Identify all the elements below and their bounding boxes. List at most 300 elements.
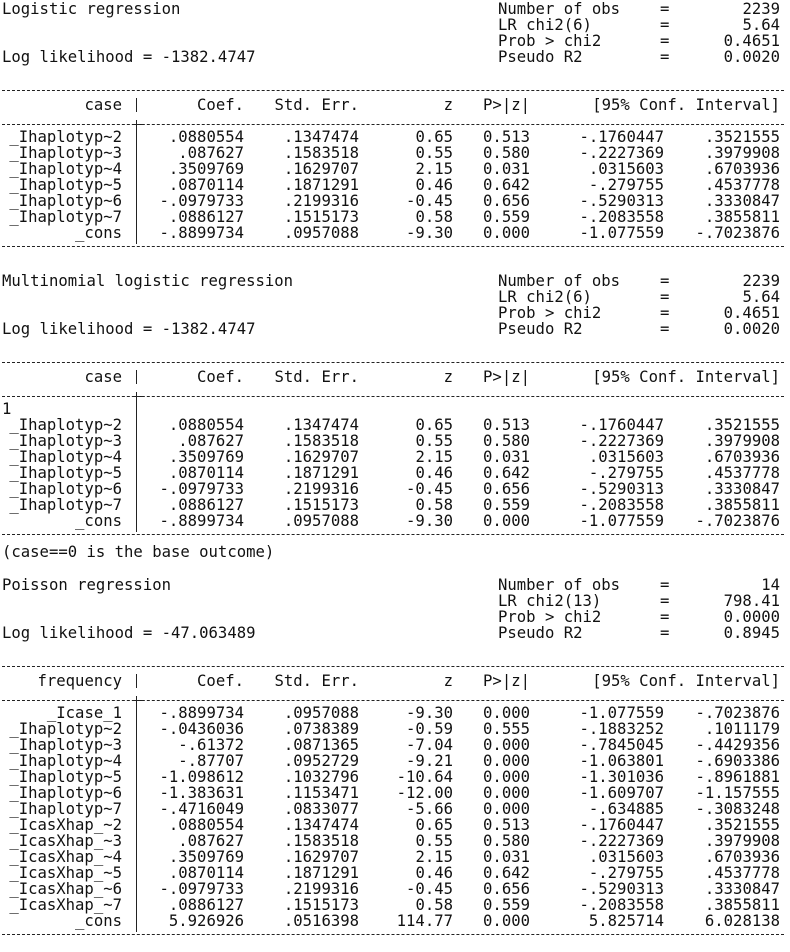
log-likelihood-text: Log likelihood = -1382.4747 <box>2 320 256 338</box>
cell-ci-low: -.2227369 <box>579 832 664 850</box>
model-title-text: Multinomial logistic regression <box>2 272 294 290</box>
cell-p: 0.559 <box>483 208 530 226</box>
cell-coef: .0886127 <box>168 896 244 914</box>
cell-std-err: .2199316 <box>283 192 359 210</box>
table-row <box>2 465 788 481</box>
cell-std-err: .0957088 <box>283 224 359 242</box>
cell-std-err: .1515173 <box>283 896 359 914</box>
table-row <box>2 433 788 449</box>
cell-ci-high: .3521555 <box>704 416 780 434</box>
stat-value: 0.4651 <box>723 32 780 50</box>
stat-value: 0.0020 <box>723 48 780 66</box>
model-title-text: Logistic regression <box>2 0 181 18</box>
cell-std-err: .0871365 <box>283 736 359 754</box>
stat-label: LR chi2(6) <box>498 16 592 34</box>
cell-ci-high: .4537778 <box>704 176 780 194</box>
cell-ci-high: .3521555 <box>704 816 780 834</box>
cell-ci-high: -.7023876 <box>695 704 780 722</box>
cell-coef: .0886127 <box>168 208 244 226</box>
table-header <box>2 97 788 113</box>
cell-coef: -.0436036 <box>159 720 244 738</box>
cell-p: 0.642 <box>483 864 530 882</box>
column-separator <box>136 674 137 688</box>
table-row <box>2 705 788 721</box>
header-coef: Coef. <box>197 368 244 386</box>
cell-std-err: .1347474 <box>283 816 359 834</box>
model-stat <box>2 625 788 641</box>
cell-var: _Ihaplotyp~6 <box>9 192 122 210</box>
cell-ci-low: -.279755 <box>588 464 664 482</box>
cell-p: 0.000 <box>483 752 530 770</box>
cell-coef: -1.098612 <box>159 768 244 786</box>
cell-z: 0.58 <box>415 496 453 514</box>
table-row <box>2 177 788 193</box>
stat-label: LR chi2(13) <box>498 592 602 610</box>
header-std-err: Std. Err. <box>274 368 359 386</box>
base-outcome-note <box>2 544 788 560</box>
table-row <box>2 897 788 913</box>
cell-var: _Ihaplotyp~6 <box>9 480 122 498</box>
cell-ci-high: -.7023876 <box>695 224 780 242</box>
cell-var: _IcasXhap_~6 <box>9 880 122 898</box>
cell-ci-low: .0315603 <box>588 848 664 866</box>
model-stat <box>2 17 788 33</box>
cell-p: 0.000 <box>483 512 530 530</box>
cell-z: -0.45 <box>406 192 453 210</box>
cell-ci-high: .3979908 <box>704 144 780 162</box>
cell-p: 0.031 <box>483 848 530 866</box>
cell-ci-low: -.2227369 <box>579 432 664 450</box>
cell-std-err: .1583518 <box>283 144 359 162</box>
cell-z: 0.46 <box>415 464 453 482</box>
cell-p: 0.000 <box>483 800 530 818</box>
cell-coef: -.61372 <box>178 736 244 754</box>
cell-ci-high: .4537778 <box>704 864 780 882</box>
cell-std-err: .1347474 <box>283 416 359 434</box>
table-row <box>2 817 788 833</box>
cell-var: _IcasXhap_~2 <box>9 816 122 834</box>
stat-equals: = <box>660 0 670 18</box>
cell-ci-high: .3855811 <box>704 896 780 914</box>
cell-ci-low: -.5290313 <box>579 480 664 498</box>
model-stat <box>2 289 788 305</box>
cell-z: 0.65 <box>415 416 453 434</box>
cell-coef: 5.926926 <box>168 912 244 930</box>
table-row <box>2 513 788 529</box>
cell-var: _IcasXhap_~7 <box>9 896 122 914</box>
header-std-err: Std. Err. <box>274 96 359 114</box>
cell-ci-low: -1.063801 <box>579 752 664 770</box>
cell-p: 0.555 <box>483 720 530 738</box>
stat-equals: = <box>660 320 670 338</box>
cell-var: _Ihaplotyp~2 <box>9 720 122 738</box>
header-p: P>|z| <box>483 96 530 114</box>
cell-coef: .0880554 <box>168 816 244 834</box>
stat-label: Number of obs <box>498 272 621 290</box>
cell-ci-high: -.6903386 <box>695 752 780 770</box>
cell-z: -10.64 <box>396 768 453 786</box>
stat-value: 5.64 <box>742 16 780 34</box>
cell-var: _cons <box>75 912 122 930</box>
cell-coef: .0870114 <box>168 864 244 882</box>
column-separator <box>136 98 137 112</box>
cell-z: 0.55 <box>415 832 453 850</box>
cell-ci-high: -.3083248 <box>695 800 780 818</box>
cell-coef: .087627 <box>178 144 244 162</box>
cell-std-err: .0957088 <box>283 512 359 530</box>
cell-ci-low: 5.825714 <box>588 912 664 930</box>
cell-ci-high: .3330847 <box>704 880 780 898</box>
cell-coef: -.0979733 <box>159 192 244 210</box>
cell-var: _Ihaplotyp~4 <box>9 448 122 466</box>
stat-label: Pseudo R2 <box>498 320 583 338</box>
table-bottom-rule <box>2 534 784 535</box>
cell-coef: .3509769 <box>168 160 244 178</box>
cell-ci-low: -.279755 <box>588 176 664 194</box>
cell-z: 0.58 <box>415 208 453 226</box>
cell-var: _Ihaplotyp~6 <box>9 784 122 802</box>
cell-p: 0.000 <box>483 912 530 930</box>
cell-p: 0.656 <box>483 880 530 898</box>
cell-var: _Ihaplotyp~3 <box>9 144 122 162</box>
cell-z: 0.65 <box>415 128 453 146</box>
cell-z: -9.30 <box>406 224 453 242</box>
table-top-rule <box>2 90 784 91</box>
outcome-group-label <box>2 401 788 417</box>
stat-value: 5.64 <box>742 288 780 306</box>
stat-equals: = <box>660 16 670 34</box>
table-row <box>2 449 788 465</box>
cell-ci-low: -.1883252 <box>579 720 664 738</box>
stat-equals: = <box>660 48 670 66</box>
cell-ci-high: -.8961881 <box>695 768 780 786</box>
cell-ci-low: -.1760447 <box>579 416 664 434</box>
cell-var: _Ihaplotyp~5 <box>9 464 122 482</box>
cell-std-err: .2199316 <box>283 880 359 898</box>
table-row <box>2 129 788 145</box>
stat-equals: = <box>660 288 670 306</box>
stat-equals: = <box>660 272 670 290</box>
model-stat <box>2 273 788 289</box>
cell-ci-low: -1.609707 <box>579 784 664 802</box>
cell-ci-high: .4537778 <box>704 464 780 482</box>
cell-coef: .3509769 <box>168 848 244 866</box>
cell-z: 0.46 <box>415 176 453 194</box>
cell-std-err: .0738389 <box>283 720 359 738</box>
cell-ci-low: -.634885 <box>588 800 664 818</box>
cell-coef: -.4716049 <box>159 800 244 818</box>
stat-equals: = <box>660 624 670 642</box>
cell-z: -7.04 <box>406 736 453 754</box>
cell-ci-high: -1.157555 <box>695 784 780 802</box>
cell-var: _cons <box>75 224 122 242</box>
cell-coef: -1.383631 <box>159 784 244 802</box>
cell-z: 2.15 <box>415 848 453 866</box>
cell-p: 0.642 <box>483 176 530 194</box>
stat-equals: = <box>660 592 670 610</box>
model-stat <box>2 1 788 17</box>
cell-var: _Ihaplotyp~3 <box>9 736 122 754</box>
stat-equals: = <box>660 608 670 626</box>
cell-z: 0.55 <box>415 144 453 162</box>
cell-ci-high: .3979908 <box>704 432 780 450</box>
cell-var: _Ihaplotyp~3 <box>9 432 122 450</box>
cell-z: -0.45 <box>406 480 453 498</box>
cell-ci-low: -1.077559 <box>579 224 664 242</box>
cell-var: _Icase_1 <box>46 704 122 722</box>
column-separator <box>136 130 137 244</box>
cell-ci-high: .1011179 <box>704 720 780 738</box>
header-rule <box>2 396 784 397</box>
column-separator <box>136 706 137 932</box>
cell-std-err: .0952729 <box>283 752 359 770</box>
cell-ci-high: .6703936 <box>704 160 780 178</box>
column-separator <box>136 370 137 384</box>
cell-ci-high: .3330847 <box>704 480 780 498</box>
header-z: z <box>443 368 453 386</box>
cell-coef: .0880554 <box>168 128 244 146</box>
cell-var: _Ihaplotyp~2 <box>9 416 122 434</box>
cell-ci-low: -.1760447 <box>579 816 664 834</box>
column-separator <box>136 402 137 532</box>
cell-z: -12.00 <box>396 784 453 802</box>
cell-std-err: .0957088 <box>283 704 359 722</box>
table-header <box>2 673 788 689</box>
cell-var: _Ihaplotyp~7 <box>9 800 122 818</box>
cell-var: _Ihaplotyp~7 <box>9 496 122 514</box>
header-conf-interval: [95% Conf. Interval] <box>592 368 780 386</box>
cell-var: _IcasXhap_~5 <box>9 864 122 882</box>
cell-var: _Ihaplotyp~4 <box>9 160 122 178</box>
cell-ci-low: -.5290313 <box>579 880 664 898</box>
model-stat <box>2 49 788 65</box>
cell-ci-low: -.2227369 <box>579 144 664 162</box>
cell-std-err: .1629707 <box>283 848 359 866</box>
table-row <box>2 785 788 801</box>
header-coef: Coef. <box>197 672 244 690</box>
table-row <box>2 417 788 433</box>
cell-ci-low: -.2083558 <box>579 496 664 514</box>
header-var: case <box>84 96 122 114</box>
header-coef: Coef. <box>197 96 244 114</box>
model-stat <box>2 577 788 593</box>
stat-label: Prob > chi2 <box>498 304 602 322</box>
cell-std-err: .1629707 <box>283 448 359 466</box>
cell-coef: -.8899734 <box>159 224 244 242</box>
cell-ci-high: -.7023876 <box>695 512 780 530</box>
cell-p: 0.000 <box>483 784 530 802</box>
header-var: frequency <box>37 672 122 690</box>
table-row <box>2 769 788 785</box>
table-row <box>2 737 788 753</box>
cell-z: 0.58 <box>415 896 453 914</box>
header-z: z <box>443 96 453 114</box>
cell-p: 0.000 <box>483 768 530 786</box>
table-row <box>2 161 788 177</box>
cell-z: 0.65 <box>415 816 453 834</box>
table-top-rule <box>2 362 784 363</box>
model-stat <box>2 609 788 625</box>
cell-p: 0.000 <box>483 224 530 242</box>
header-p: P>|z| <box>483 672 530 690</box>
cell-p: 0.580 <box>483 832 530 850</box>
cell-ci-low: -1.077559 <box>579 512 664 530</box>
cell-ci-high: .6703936 <box>704 448 780 466</box>
cell-z: -0.59 <box>406 720 453 738</box>
table-row <box>2 225 788 241</box>
cell-p: 0.580 <box>483 432 530 450</box>
model-stat <box>2 305 788 321</box>
cell-std-err: .1629707 <box>283 160 359 178</box>
cell-ci-low: -.5290313 <box>579 192 664 210</box>
cell-z: 0.46 <box>415 864 453 882</box>
cell-ci-low: -.279755 <box>588 864 664 882</box>
cell-ci-low: -1.077559 <box>579 704 664 722</box>
stat-value: 0.0000 <box>723 608 780 626</box>
cell-coef: .087627 <box>178 832 244 850</box>
table-header <box>2 369 788 385</box>
cell-p: 0.000 <box>483 736 530 754</box>
cell-ci-high: .3330847 <box>704 192 780 210</box>
model-stat <box>2 321 788 337</box>
cell-z: -5.66 <box>406 800 453 818</box>
header-p: P>|z| <box>483 368 530 386</box>
stat-value: 0.0020 <box>723 320 780 338</box>
stat-value: 0.4651 <box>723 304 780 322</box>
table-row <box>2 849 788 865</box>
cell-std-err: .1871291 <box>283 176 359 194</box>
header-conf-interval: [95% Conf. Interval] <box>592 672 780 690</box>
cell-p: 0.031 <box>483 160 530 178</box>
cell-z: 0.55 <box>415 432 453 450</box>
cell-var: _cons <box>75 512 122 530</box>
cell-std-err: .1871291 <box>283 464 359 482</box>
cell-p: 0.656 <box>483 192 530 210</box>
cell-ci-high: .3521555 <box>704 128 780 146</box>
cell-p: 0.559 <box>483 896 530 914</box>
cell-var: _Ihaplotyp~2 <box>9 128 122 146</box>
cell-z: 2.15 <box>415 448 453 466</box>
cell-ci-low: .0315603 <box>588 160 664 178</box>
cell-ci-high: .6703936 <box>704 848 780 866</box>
cell-ci-low: -.2083558 <box>579 896 664 914</box>
cell-p: 0.580 <box>483 144 530 162</box>
cell-coef: -.0979733 <box>159 480 244 498</box>
cell-std-err: .1583518 <box>283 432 359 450</box>
cell-z: -9.30 <box>406 512 453 530</box>
cell-z: -0.45 <box>406 880 453 898</box>
cell-p: 0.559 <box>483 496 530 514</box>
cell-std-err: .0516398 <box>283 912 359 930</box>
cell-std-err: .1032796 <box>283 768 359 786</box>
outcome-group-text: 1 <box>2 400 12 418</box>
stat-label: Pseudo R2 <box>498 48 583 66</box>
cell-std-err: .2199316 <box>283 480 359 498</box>
cell-ci-high: .3979908 <box>704 832 780 850</box>
cell-std-err: .1515173 <box>283 496 359 514</box>
table-row <box>2 193 788 209</box>
cell-coef: .0870114 <box>168 464 244 482</box>
header-conf-interval: [95% Conf. Interval] <box>592 96 780 114</box>
table-row <box>2 497 788 513</box>
cell-coef: .0886127 <box>168 496 244 514</box>
cell-ci-low: -1.301036 <box>579 768 664 786</box>
model-title-text: Poisson regression <box>2 576 171 594</box>
cell-coef: .3509769 <box>168 448 244 466</box>
table-row <box>2 881 788 897</box>
table-bottom-rule <box>2 246 784 247</box>
header-rule <box>2 700 784 701</box>
stat-label: Number of obs <box>498 576 621 594</box>
stat-value: 798.41 <box>723 592 780 610</box>
table-row <box>2 913 788 929</box>
stat-value: 2239 <box>742 0 780 18</box>
cell-coef: .0870114 <box>168 176 244 194</box>
cell-p: 0.513 <box>483 816 530 834</box>
table-row <box>2 721 788 737</box>
header-var: case <box>84 368 122 386</box>
header-rule <box>2 124 784 125</box>
cell-var: _IcasXhap_~3 <box>9 832 122 850</box>
cell-coef: -.8899734 <box>159 512 244 530</box>
cell-var: _Ihaplotyp~4 <box>9 752 122 770</box>
table-bottom-rule <box>2 934 784 935</box>
cell-ci-high: 6.028138 <box>704 912 780 930</box>
cell-std-err: .1347474 <box>283 128 359 146</box>
cell-ci-low: -.2083558 <box>579 208 664 226</box>
cell-coef: .087627 <box>178 432 244 450</box>
cell-z: 114.77 <box>396 912 453 930</box>
stat-label: Prob > chi2 <box>498 32 602 50</box>
cell-ci-high: .3855811 <box>704 208 780 226</box>
stat-value: 2239 <box>742 272 780 290</box>
table-row <box>2 209 788 225</box>
note-text: (case==0 is the base outcome) <box>2 543 275 561</box>
stat-label: Prob > chi2 <box>498 608 602 626</box>
cell-ci-high: .3855811 <box>704 496 780 514</box>
stat-label: Pseudo R2 <box>498 624 583 642</box>
cell-coef: -.8899734 <box>159 704 244 722</box>
cell-var: _Ihaplotyp~5 <box>9 768 122 786</box>
table-row <box>2 833 788 849</box>
log-likelihood-text: Log likelihood = -47.063489 <box>2 624 256 642</box>
cell-p: 0.513 <box>483 128 530 146</box>
cell-p: 0.642 <box>483 464 530 482</box>
cell-coef: -.87707 <box>178 752 244 770</box>
cell-ci-low: -.7845045 <box>579 736 664 754</box>
model-stat <box>2 33 788 49</box>
stat-equals: = <box>660 576 670 594</box>
cell-std-err: .0833077 <box>283 800 359 818</box>
log-likelihood-text: Log likelihood = -1382.4747 <box>2 48 256 66</box>
cell-ci-high: -.4429356 <box>695 736 780 754</box>
cell-coef: .0880554 <box>168 416 244 434</box>
cell-p: 0.031 <box>483 448 530 466</box>
cell-var: _IcasXhap_~4 <box>9 848 122 866</box>
cell-p: 0.000 <box>483 704 530 722</box>
cell-std-err: .1515173 <box>283 208 359 226</box>
model-stat <box>2 593 788 609</box>
cell-z: 2.15 <box>415 160 453 178</box>
table-top-rule <box>2 666 784 667</box>
cell-p: 0.656 <box>483 480 530 498</box>
cell-z: -9.21 <box>406 752 453 770</box>
cell-std-err: .1153471 <box>283 784 359 802</box>
table-row <box>2 801 788 817</box>
header-z: z <box>443 672 453 690</box>
table-row <box>2 865 788 881</box>
cell-ci-low: -.1760447 <box>579 128 664 146</box>
